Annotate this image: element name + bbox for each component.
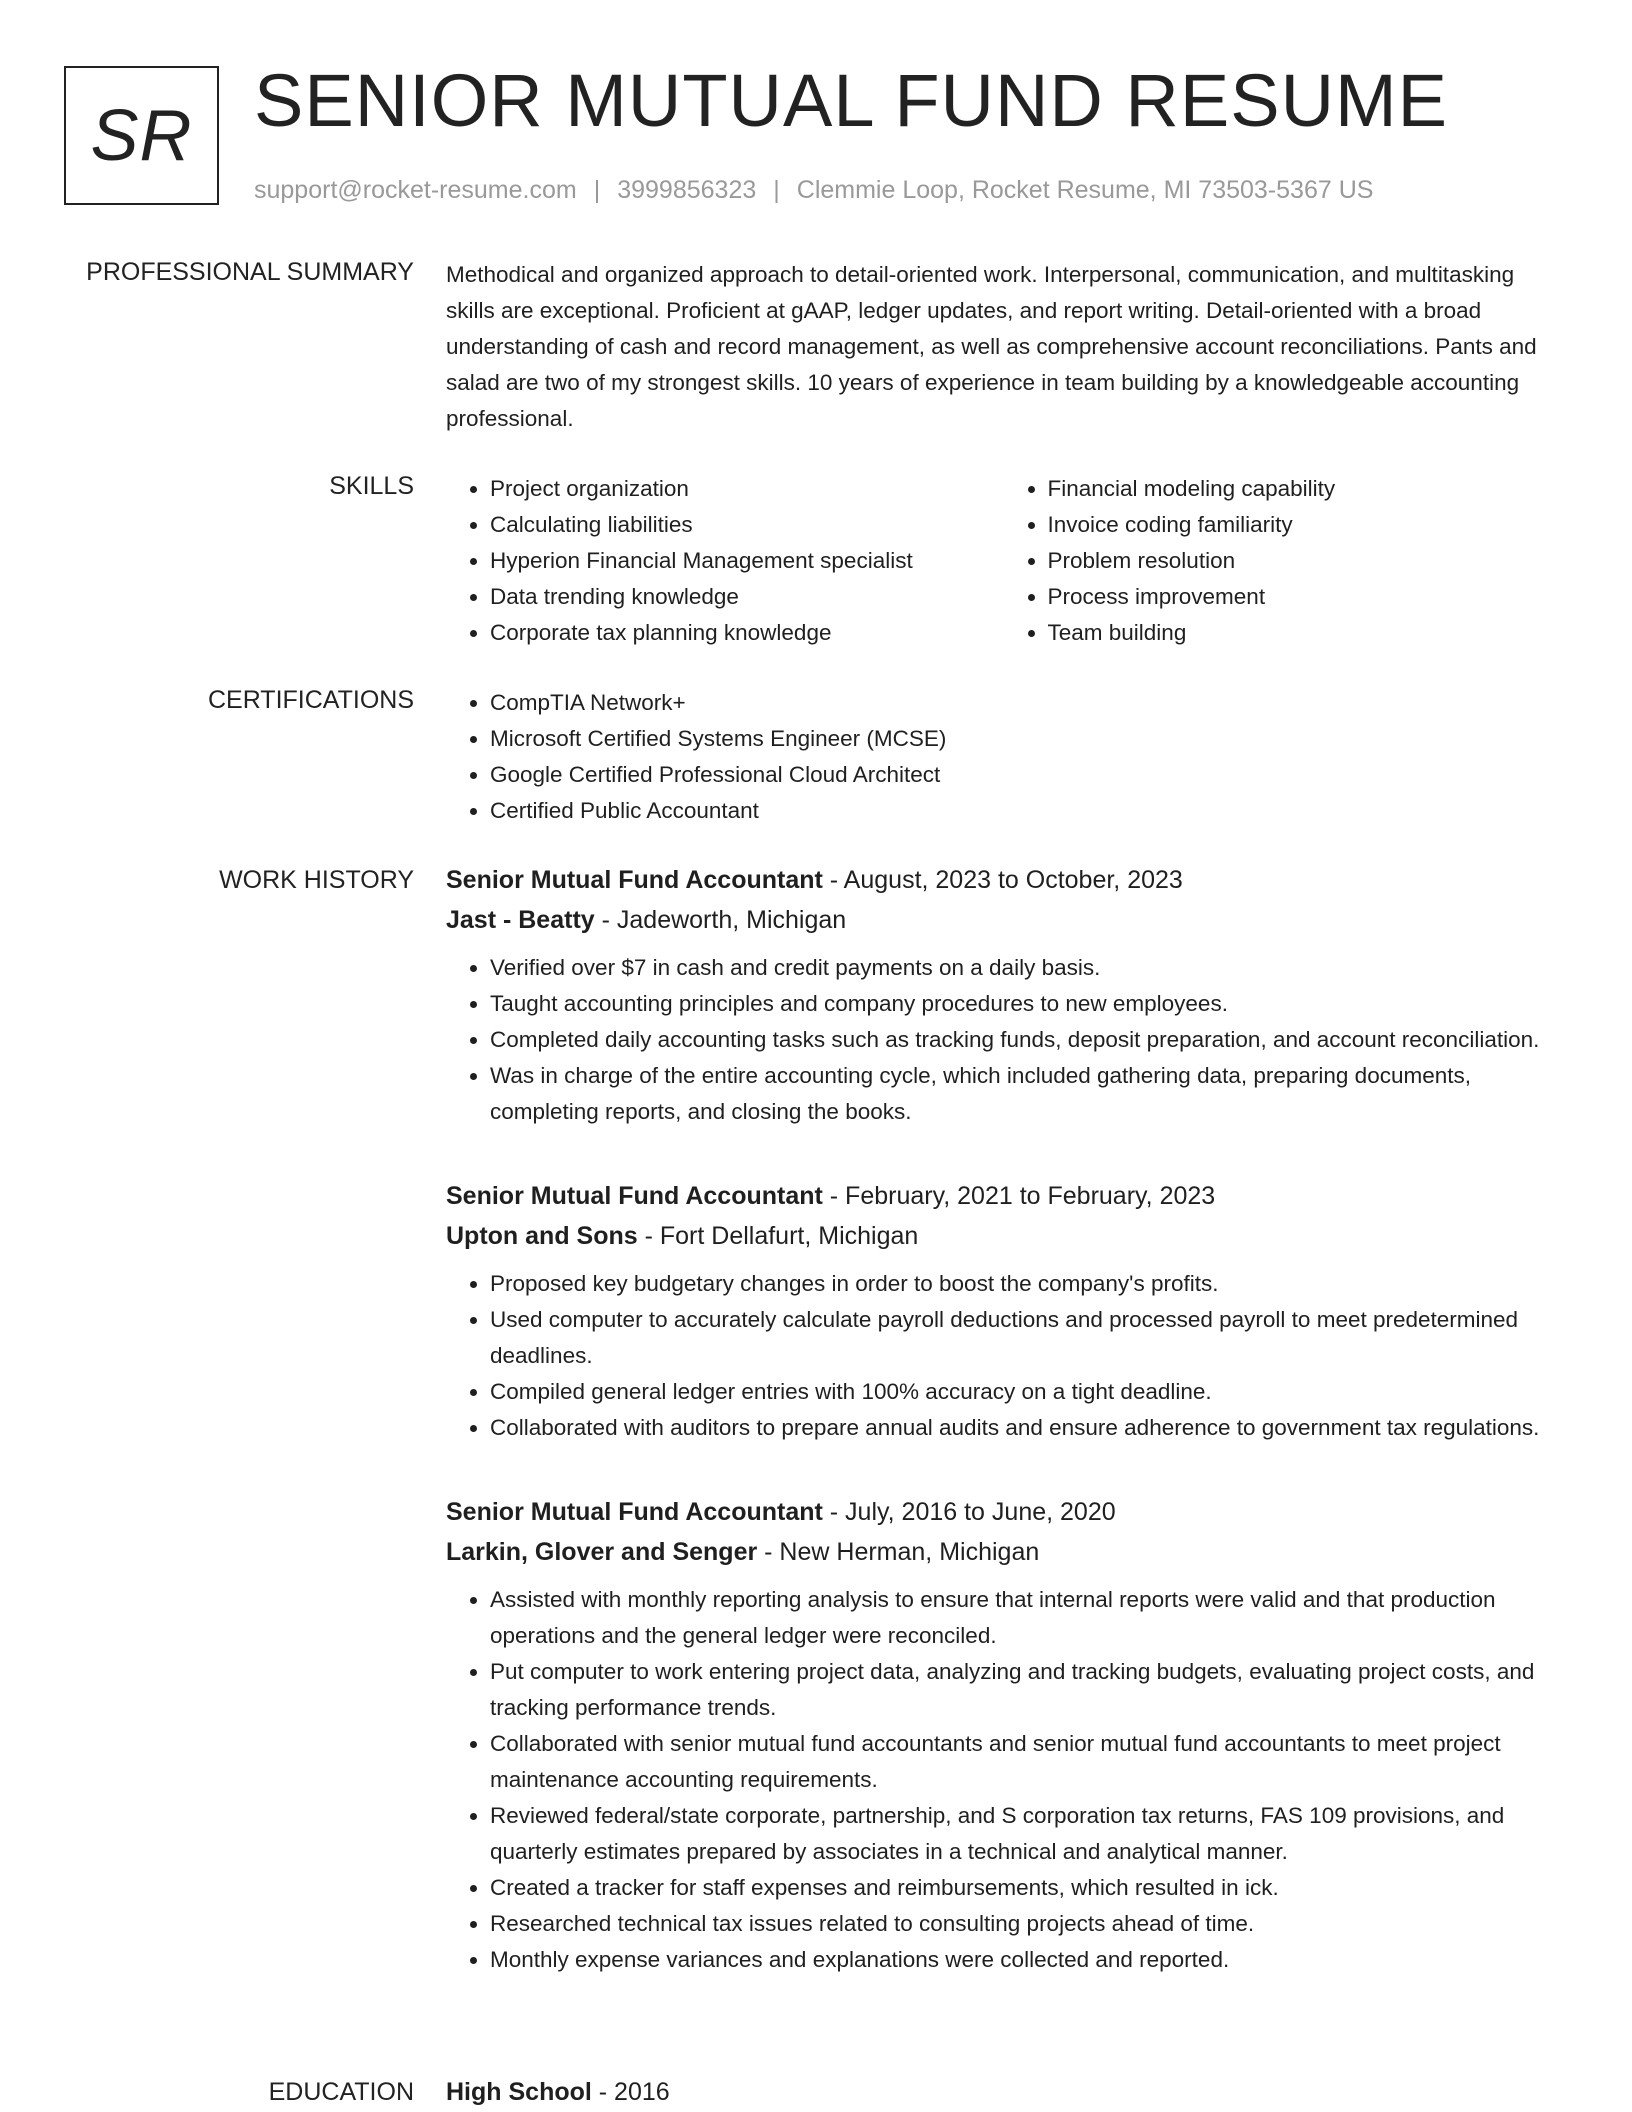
- job-bullet: • Used computer to accurately calculate payroll deductions and processed payroll to meet predetermined deadlines.: [490, 1302, 1561, 1374]
- skills-list-left: [446, 471, 1004, 651]
- job-company: Upton and Sons: [446, 1222, 638, 1250]
- summary-text: Methodical and organized approach to detail-oriented work. Interpersonal, communication, and multitasking skills are exceptional. Proficient at gAAP, ledger updates, and report writing. Detail-oriented with a broad understanding of cash and record management, as well as comprehensive account reconciliations. Pants and salad are two of my strongest skills. 10 years of experience in team building by a knowledgeable accounting professional.: [446, 262, 1537, 431]
- job-company: Larkin, Glover and Senger: [446, 1538, 758, 1566]
- skill-item: • Corporate tax planning knowledge: [490, 615, 1004, 651]
- education-degree: High School: [446, 2078, 592, 2106]
- job-entry: [446, 1492, 1561, 1978]
- job-bullets: [446, 1266, 1561, 1446]
- education-year: - 2016: [591, 2078, 670, 2106]
- job-company-line: [446, 1532, 1561, 1572]
- monogram-box: [64, 66, 219, 205]
- certification-item: • Google Certified Professional Cloud Architect: [490, 757, 1561, 793]
- skills-body: [446, 471, 1561, 651]
- certifications-body: [446, 685, 1561, 829]
- summary-body: [446, 257, 1561, 437]
- certifications-heading: CERTIFICATIONS: [207, 686, 414, 714]
- certification-item: • Certified Public Accountant: [490, 793, 1561, 829]
- job-company: Jast - Beatty: [446, 906, 595, 934]
- job-bullet: • Researched technical tax issues related to consulting projects ahead of time.: [490, 1906, 1561, 1942]
- job-location: - New Herman, Michigan: [757, 1538, 1040, 1566]
- education-body: [446, 2072, 1561, 2112]
- contact-phone[interactable]: 3999856323: [617, 176, 757, 204]
- job-bullet: • Taught accounting principles and company procedures to new employees.: [490, 986, 1561, 1022]
- job-company-line: [446, 900, 1561, 940]
- job-title: Senior Mutual Fund Accountant: [446, 866, 823, 894]
- job-bullet: • Proposed key budgetary changes in order to boost the company's profits.: [490, 1266, 1561, 1302]
- job-bullet: • Created a tracker for staff expenses and reimbursements, which resulted in ick.: [490, 1870, 1561, 1906]
- contact-address: Clemmie Loop, Rocket Resume, MI 73503-5367 US: [796, 176, 1374, 204]
- job-title: Senior Mutual Fund Accountant: [446, 1182, 823, 1210]
- job-dates: - February, 2021 to February, 2023: [822, 1182, 1216, 1210]
- skill-item: • Invoice coding familiarity: [1048, 507, 1562, 543]
- work-history-body: [446, 860, 1561, 1978]
- skill-item: • Project organization: [490, 471, 1004, 507]
- education-heading: EDUCATION: [268, 2078, 414, 2106]
- job-title-line: [446, 1492, 1561, 1532]
- skill-item: • Problem resolution: [1048, 543, 1562, 579]
- skills-list-right: [1004, 471, 1562, 651]
- monogram-initials: SR: [90, 95, 193, 176]
- job-location: - Jadeworth, Michigan: [594, 906, 847, 934]
- certifications-list: [446, 685, 1561, 829]
- job-bullet: • Assisted with monthly reporting analysis to ensure that internal reports were valid and that production operations and the general ledger were reconciled.: [490, 1582, 1561, 1654]
- skill-item: • Financial modeling capability: [1048, 471, 1562, 507]
- job-bullet: • Compiled general ledger entries with 100% accuracy on a tight deadline.: [490, 1374, 1561, 1410]
- job-title-line: [446, 1176, 1561, 1216]
- job-bullet: • Monthly expense variances and explanations were collected and reported.: [490, 1942, 1561, 1978]
- job-bullet: • Verified over $7 in cash and credit payments on a daily basis.: [490, 950, 1561, 986]
- job-location: - Fort Dellafurt, Michigan: [637, 1222, 919, 1250]
- job-title: Senior Mutual Fund Accountant: [446, 1498, 823, 1526]
- job-bullet: • Was in charge of the entire accounting cycle, which included gathering data, preparing documents, completing reports, and closing the books.: [490, 1058, 1561, 1130]
- education-line: [446, 2072, 1561, 2112]
- skill-item: • Process improvement: [1048, 579, 1562, 615]
- job-dates: - July, 2016 to June, 2020: [822, 1498, 1116, 1526]
- skill-item: • Team building: [1048, 615, 1562, 651]
- certification-item: • Microsoft Certified Systems Engineer (MCSE): [490, 721, 1561, 757]
- contact-separator: |: [773, 176, 780, 204]
- skill-item: • Data trending knowledge: [490, 579, 1004, 615]
- job-entry: [446, 860, 1561, 1130]
- contact-email[interactable]: support@rocket-resume.com: [254, 176, 577, 204]
- work-history-heading: WORK HISTORY: [219, 866, 414, 894]
- resume-title: SENIOR MUTUAL FUND RESUME: [254, 59, 1449, 142]
- job-bullet: • Completed daily accounting tasks such as tracking funds, deposit preparation, and account reconciliation.: [490, 1022, 1561, 1058]
- skill-item: • Hyperion Financial Management specialist: [490, 543, 1004, 579]
- skills-heading: SKILLS: [329, 472, 414, 500]
- resume-header: [0, 0, 1632, 230]
- job-company-line: [446, 1216, 1561, 1256]
- job-bullets: [446, 950, 1561, 1130]
- job-bullet: • Put computer to work entering project data, analyzing and tracking budgets, evaluating project costs, and tracking performance trends.: [490, 1654, 1561, 1726]
- job-bullets: [446, 1582, 1561, 1978]
- job-bullet: • Reviewed federal/state corporate, partnership, and S corporation tax returns, FAS 109 provisions, and quarterly estimates prepared by associates in a technical and analytical manner.: [490, 1798, 1561, 1870]
- certification-item: • CompTIA Network+: [490, 685, 1561, 721]
- job-bullet: • Collaborated with senior mutual fund accountants and senior mutual fund accountants to meet project maintenance accounting requirements.: [490, 1726, 1561, 1798]
- summary-heading: PROFESSIONAL SUMMARY: [86, 258, 414, 286]
- job-title-line: [446, 860, 1561, 900]
- job-bullet: • Collaborated with auditors to prepare annual audits and ensure adherence to government tax regulations.: [490, 1410, 1561, 1446]
- contact-line: [254, 176, 1373, 205]
- skill-item: • Calculating liabilities: [490, 507, 1004, 543]
- job-entry: [446, 1176, 1561, 1446]
- job-dates: - August, 2023 to October, 2023: [822, 866, 1183, 894]
- contact-separator: |: [593, 176, 601, 204]
